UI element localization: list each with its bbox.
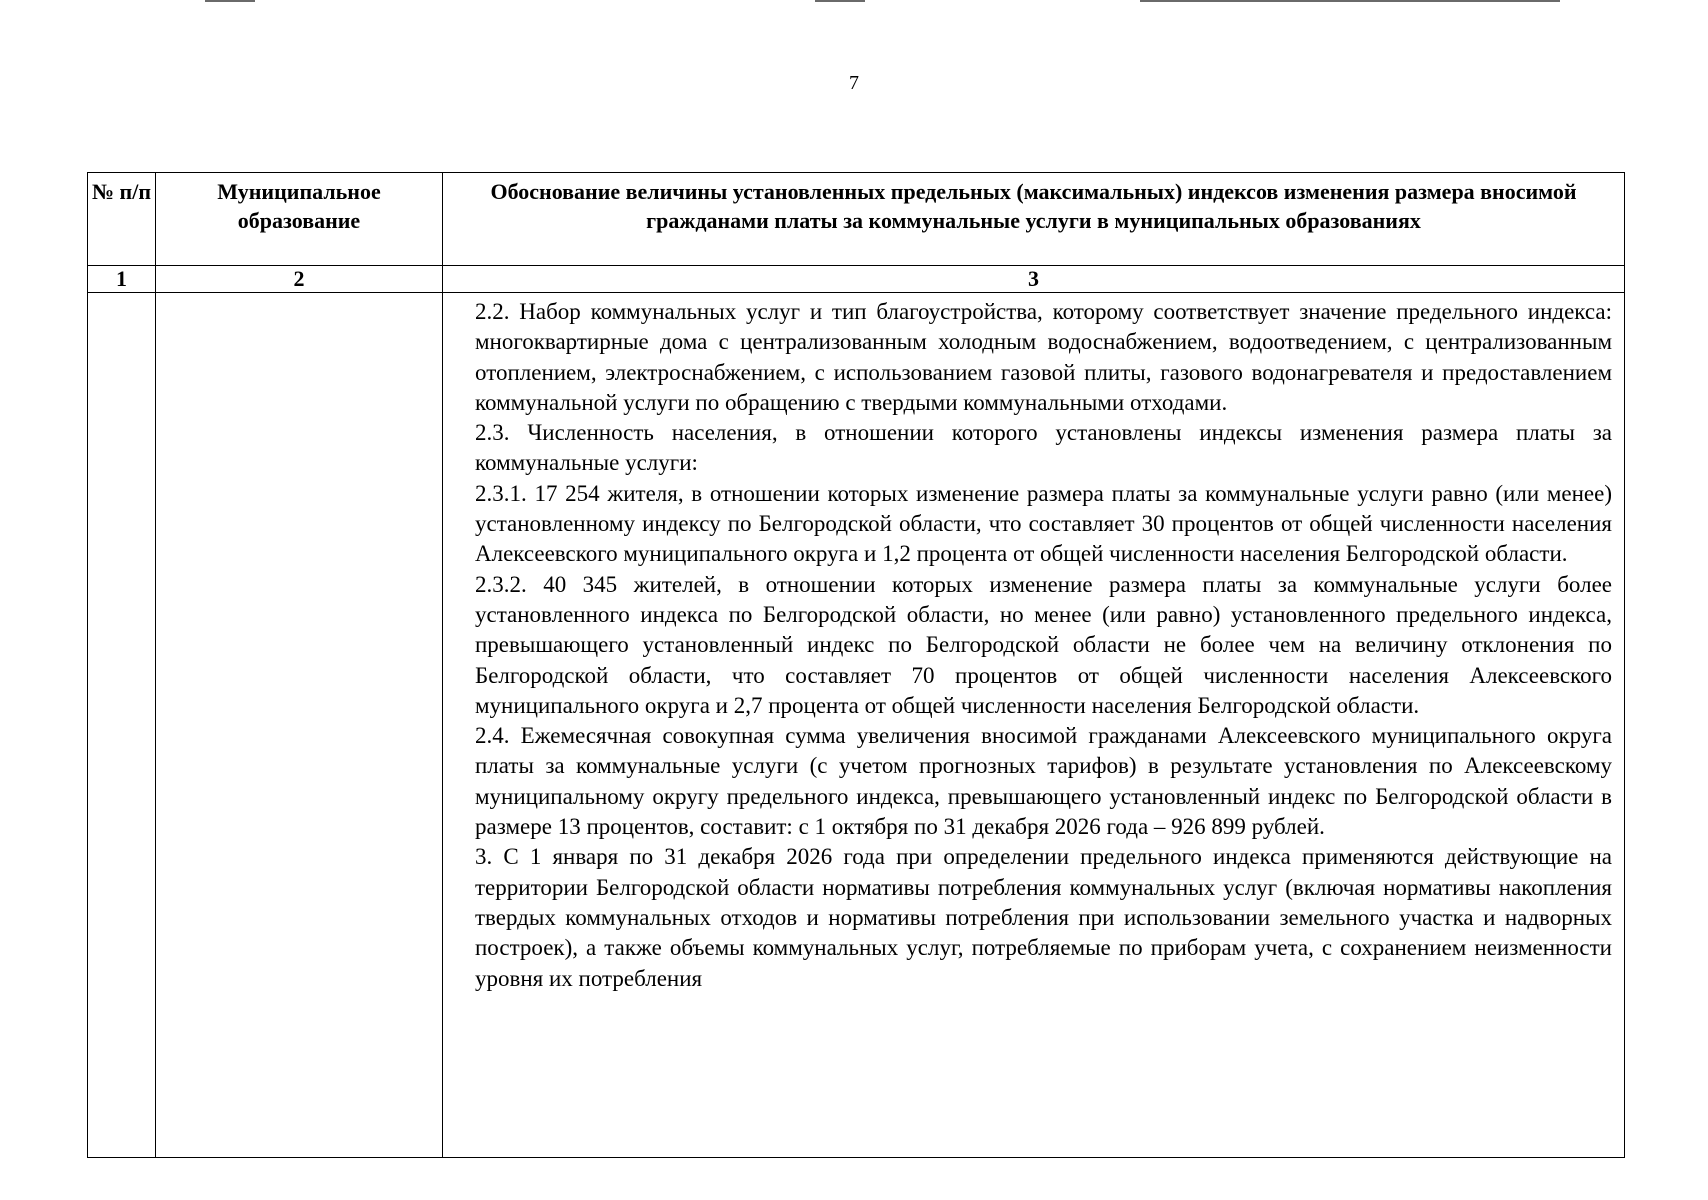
justification-table: [87, 172, 1625, 1158]
column-number-2: 2: [156, 266, 443, 293]
cell-number-empty: [88, 293, 156, 1158]
paragraph-2-3-1: 2.3.1. 17 254 жителя, в отношении которых изменение размера платы за коммунальные услуги равно (или менее) установленному индексу по Белгородской области, что составляет 30 процентов от общей численности населения Алексеевского муниципального округа и 1,2 процента от общей численности населения Белгородской области.: [475, 480, 1612, 567]
header-municipality: Муниципальное образование: [156, 173, 443, 266]
header-number: № п/п: [88, 173, 156, 266]
paragraph-2-4: 2.4. Ежемесячная совокупная сумма увеличения вносимой гражданами Алексеевского муниципального округа платы за коммунальные услуги (с учетом прогнозных тарифов) в результате установления по Алексеевскому муниципальному округу предельного индекса, превышающего установленный индекс по Белгородской области в размере 13 процентов, составит: с 1 октября по 31 декабря 2026 года – 926 899 рублей.: [475, 723, 1612, 840]
column-number-1: 1: [88, 266, 156, 293]
paragraph-2-2: 2.2. Набор коммунальных услуг и тип благоустройства, которому соответствует значение предельного индекса: многоквартирные дома с централизованным холодным водоснабжением, водоотведением, с централизованным отоплением, электроснабжением, с использованием газовой плиты, газового водонагревателя и предоставлением коммунальной услуги по обращению с твердыми коммунальными отходами.: [475, 299, 1612, 415]
column-number-row: [88, 266, 1625, 293]
scan-artifact-line-right: [1140, 0, 1560, 2]
cell-municipality-empty: [156, 293, 443, 1158]
header-justification: Обоснование величины установленных предельных (максимальных) индексов изменения размера вносимой гражданами платы за коммунальные услуги в муниципальных образованиях: [443, 173, 1625, 266]
table-header-row: [88, 173, 1625, 266]
table-row: [88, 293, 1625, 1158]
column-number-3: 3: [443, 266, 1625, 293]
scan-artifact-line-left: [205, 0, 255, 2]
cell-justification-content: [443, 293, 1625, 1158]
paragraph-3: 3. С 1 января по 31 декабря 2026 года при определении предельного индекса применяются действующие на территории Белгородской области нормативы потребления коммунальных услуг (включая нормативы накопления твердых коммунальных отходов и нормативы потребления при использовании земельного участка и надворных построек), а также объемы коммунальных услуг, потребляемые по приборам учета, с сохранением неизменности уровня их потребления: [475, 844, 1612, 991]
page-number: 7: [849, 72, 859, 94]
paragraph-2-3: 2.3. Численность населения, в отношении которого установлены индексы изменения размера платы за коммунальные услуги:: [475, 420, 1612, 476]
paragraph-2-3-2: 2.3.2. 40 345 жителей, в отношении которых изменение размера платы за коммунальные услуги более установленного индекса по Белгородской области, но менее (или равно) установленного предельного индекса, превышающего установленный индекс по Белгородской области не более чем на величину отклонения по Белгородской области, что составляет 70 процентов от общей численности населения Алексеевского муниципального округа и 2,7 процента от общей численности населения Белгородской области.: [475, 571, 1612, 718]
scan-artifact-line-middle: [815, 0, 865, 2]
